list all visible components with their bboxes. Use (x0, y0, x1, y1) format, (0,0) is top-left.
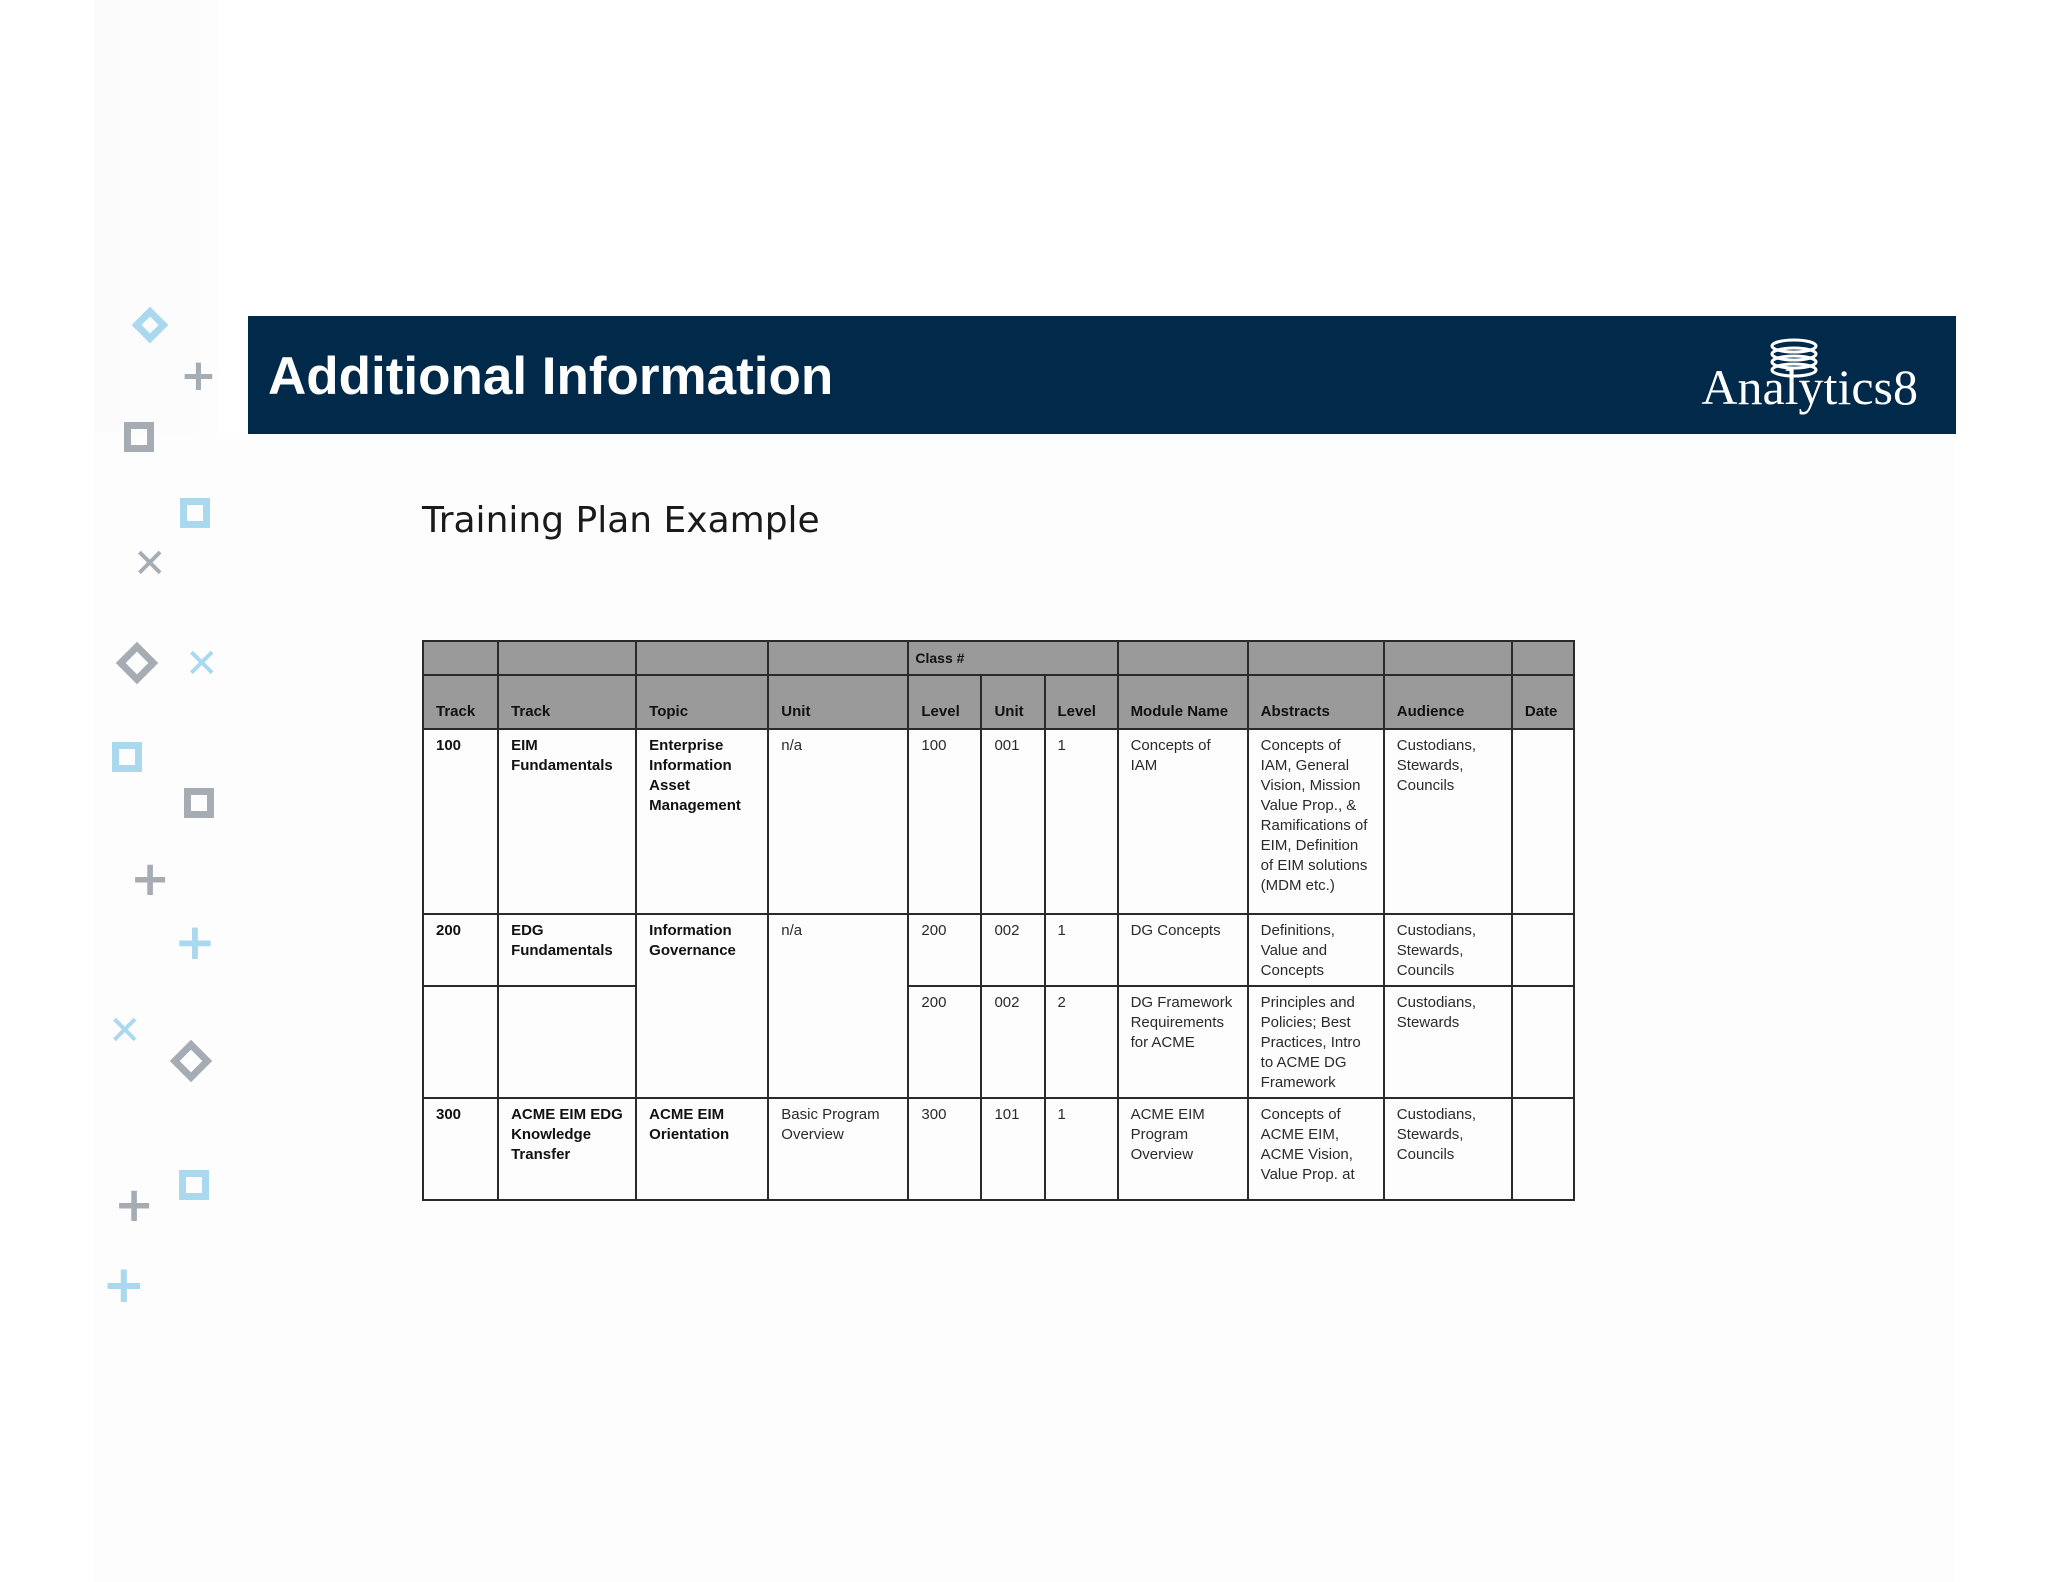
level-cell: 300 (908, 1098, 981, 1200)
track-number-cell: 300 (423, 1098, 498, 1200)
date-cell (1512, 914, 1574, 986)
table-row (423, 914, 1574, 986)
track-number-cell (423, 986, 498, 1098)
cross-icon: ✕ (108, 1008, 142, 1054)
topic-cell: Enterprise Information Asset Management (636, 729, 768, 914)
unit-number-cell: 002 (981, 914, 1044, 986)
track-cell (498, 986, 636, 1098)
column-header: Audience (1384, 675, 1512, 729)
column-header: Unit (981, 675, 1044, 729)
date-cell (1512, 1098, 1574, 1200)
module-name-cell: DG Concepts (1118, 914, 1248, 986)
column-header: Abstracts (1248, 675, 1384, 729)
abstracts-cell: Definitions, Value and Concepts (1248, 914, 1384, 986)
table-group-header-row (423, 641, 1574, 675)
level-number-cell: 2 (1045, 986, 1118, 1098)
column-header: Level (1045, 675, 1118, 729)
module-name-cell: DG Framework Requirements for ACME (1118, 986, 1248, 1098)
class-number-group-header: Class # (908, 641, 1117, 675)
audience-cell: Custodians, Stewards, Councils (1384, 914, 1512, 986)
topic-cell: ACME EIM Orientation (636, 1098, 768, 1200)
unit-number-cell: 002 (981, 986, 1044, 1098)
unit-number-cell: 001 (981, 729, 1044, 914)
square-icon (124, 422, 154, 452)
square-icon (179, 1170, 209, 1200)
column-header: Level (908, 675, 981, 729)
audience-cell: Custodians, Stewards, Councils (1384, 1098, 1512, 1200)
page-title: Additional Information (268, 347, 834, 406)
plus-icon: + (102, 1255, 146, 1315)
level-cell: 200 (908, 986, 981, 1098)
date-cell (1512, 986, 1574, 1098)
cross-icon: ✕ (133, 541, 167, 587)
plus-icon: + (130, 851, 171, 907)
plus-icon: + (174, 913, 216, 971)
table-row (423, 986, 1574, 1098)
column-header: Module Name (1118, 675, 1248, 729)
track-cell: EDG Fundamentals (498, 914, 636, 986)
square-icon (112, 742, 142, 772)
plus-icon: + (180, 350, 217, 401)
track-cell: ACME EIM EDG Knowledge Transfer (498, 1098, 636, 1200)
square-icon (184, 788, 214, 818)
square-icon (180, 498, 210, 528)
level-number-cell: 1 (1045, 1098, 1118, 1200)
abstracts-cell: Concepts of ACME EIM, ACME Vision, Value Prop. at (1248, 1098, 1384, 1200)
column-header: Track (423, 675, 498, 729)
unit-cell: n/a (768, 914, 908, 1098)
module-name-cell: Concepts of IAM (1118, 729, 1248, 914)
column-header: Topic (636, 675, 768, 729)
audience-cell: Custodians, Stewards, Councils (1384, 729, 1512, 914)
track-number-cell: 200 (423, 914, 498, 986)
training-plan-table (422, 640, 1575, 1201)
analytics8-logo (1698, 338, 1918, 418)
logo-text: Analytics8 (1701, 359, 1918, 415)
track-cell: EIM Fundamentals (498, 729, 636, 914)
abstracts-cell: Principles and Policies; Best Practices, Intro to ACME DG Framework (1248, 986, 1384, 1098)
module-name-cell: ACME EIM Program Overview (1118, 1098, 1248, 1200)
table-row (423, 1098, 1574, 1200)
level-number-cell: 1 (1045, 729, 1118, 914)
level-cell: 200 (908, 914, 981, 986)
table-header-row (423, 675, 1574, 729)
column-header: Unit (768, 675, 908, 729)
date-cell (1512, 729, 1574, 914)
level-number-cell: 1 (1045, 914, 1118, 986)
table-row (423, 729, 1574, 914)
column-header: Track (498, 675, 636, 729)
unit-cell: n/a (768, 729, 908, 914)
topic-cell: Information Governance (636, 914, 768, 1098)
training-plan-table-wrap (422, 640, 1575, 1183)
unit-cell: Basic Program Overview (768, 1098, 908, 1200)
level-cell: 100 (908, 729, 981, 914)
track-number-cell: 100 (423, 729, 498, 914)
header-bar (248, 316, 1956, 434)
column-header: Date (1512, 675, 1574, 729)
cross-icon: ✕ (185, 641, 219, 687)
plus-icon: + (114, 1177, 155, 1233)
audience-cell: Custodians, Stewards (1384, 986, 1512, 1098)
abstracts-cell: Concepts of IAM, General Vision, Mission Value Prop., & Ramifications of EIM, Definition of EIM solutions (MDM etc.) (1248, 729, 1384, 914)
unit-number-cell: 101 (981, 1098, 1044, 1200)
section-subtitle: Training Plan Example (422, 500, 820, 541)
